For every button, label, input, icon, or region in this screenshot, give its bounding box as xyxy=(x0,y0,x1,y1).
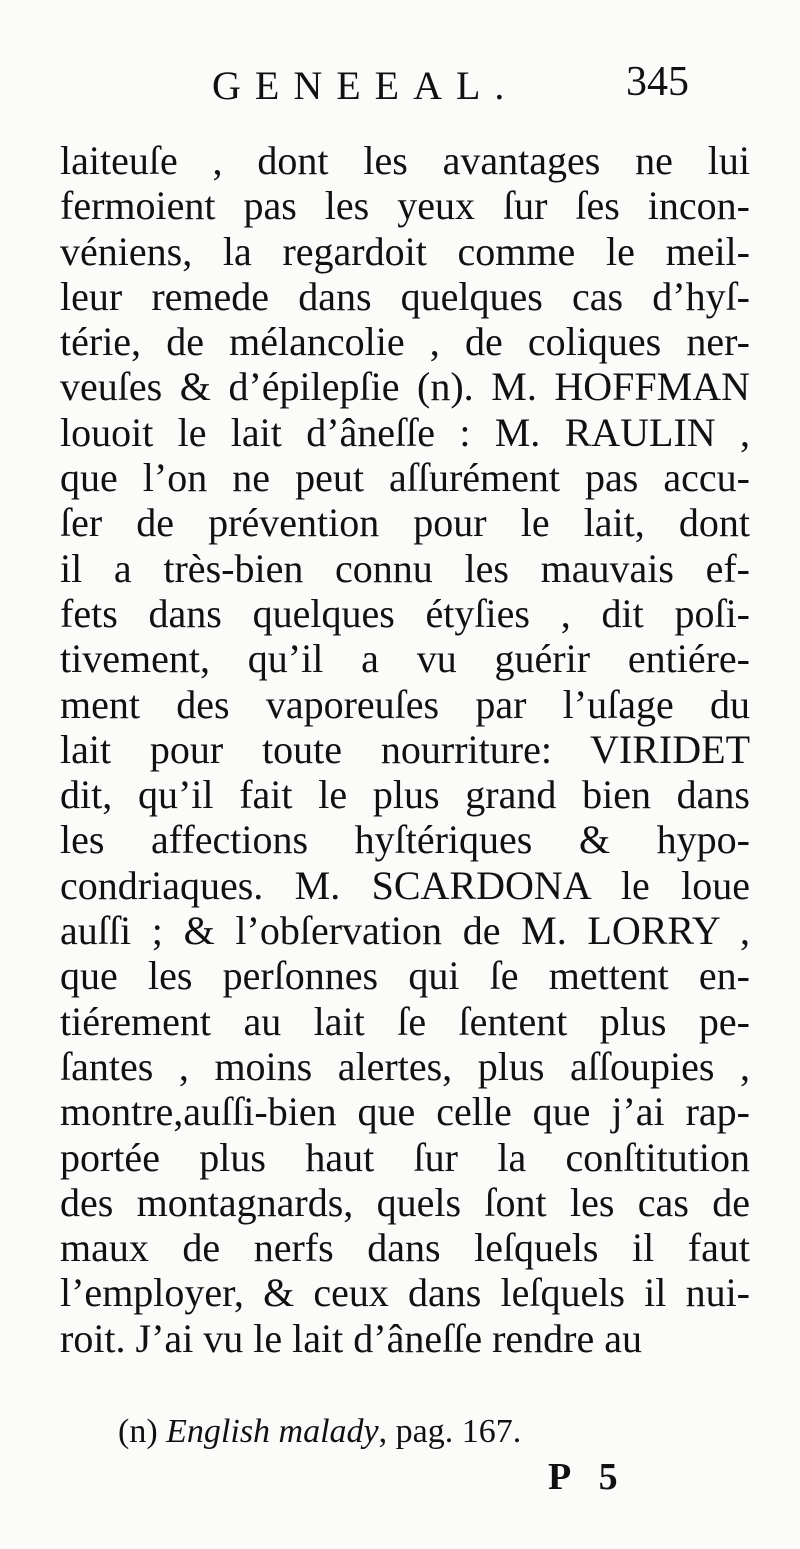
text-line: ſantes , moins alertes, plus aſſoupies , xyxy=(60,1043,750,1089)
text-line: veuſes & d’épilepſie (n). M. HOFFMAN xyxy=(60,364,750,410)
text-line: fermoient pas les yeux ſur ſes incon- xyxy=(60,183,750,229)
text-line: ſer de prévention pour le lait, dont xyxy=(60,500,750,546)
page-number: 345 xyxy=(626,59,689,105)
text-line: il a très-bien connu les mauvais ef- xyxy=(60,545,750,591)
text-line: tiérement au lait ſe ſentent plus pe- xyxy=(60,998,750,1044)
text-line: des montagnards, quels ſont les cas de xyxy=(60,1179,750,1225)
text-line: laiteuſe , dont les avantages ne lui xyxy=(60,138,750,183)
text-line: véniens, la regardoit comme le meil- xyxy=(60,228,750,274)
text-line: térie, de mélancolie , de coliques ner- xyxy=(60,319,750,365)
text-line: fets dans quelques étyſies , dit poſi- xyxy=(60,590,750,636)
footnote-marker: (n) xyxy=(118,1413,158,1450)
text-line: montre,auſſi-bien que celle que j’ai rap- xyxy=(60,1089,750,1135)
text-line: auſſi ; & l’obſervation de M. LORRY , xyxy=(60,908,750,954)
text-line: condriaques. M. SCARDONA le loue xyxy=(60,862,750,908)
text-line: dit, qu’il fait le plus grand bien dans xyxy=(60,772,750,818)
text-line: maux de nerfs dans leſquels il faut xyxy=(60,1225,750,1271)
text-line: leur remede dans quelques cas d’hyſ- xyxy=(60,273,750,319)
body-text xyxy=(60,138,750,1361)
page-header xyxy=(0,59,800,112)
text-line: lait pour toute nourriture: VIRIDET xyxy=(60,726,750,772)
footnote-title: English malady xyxy=(166,1413,379,1450)
text-line: que les perſonnes qui ſe mettent en- xyxy=(60,953,750,999)
signature-mark: P 5 xyxy=(548,1456,628,1498)
text-line: que l’on ne peut aſſurément pas accu- xyxy=(60,455,750,501)
text-line: ment des vaporeuſes par l’uſage du xyxy=(60,681,750,727)
text-line: tivement, qu’il a vu guérir entiére- xyxy=(60,636,750,682)
text-line: les affections hyſtériques & hypo- xyxy=(60,817,750,863)
running-title: GENEEAL. xyxy=(212,63,519,108)
text-line: portée plus haut ſur la conſtitution xyxy=(60,1134,750,1180)
footnote-reference: , pag. 167. xyxy=(378,1413,522,1450)
text-line: roit. J’ai vu le lait d’âneſſe rendre au xyxy=(60,1315,642,1361)
footnote xyxy=(118,1412,718,1452)
text-line: louoit le lait d’âneſſe : M. RAULIN , xyxy=(60,409,750,455)
text-line: l’employer, & ceux dans leſquels il nui- xyxy=(60,1270,750,1316)
